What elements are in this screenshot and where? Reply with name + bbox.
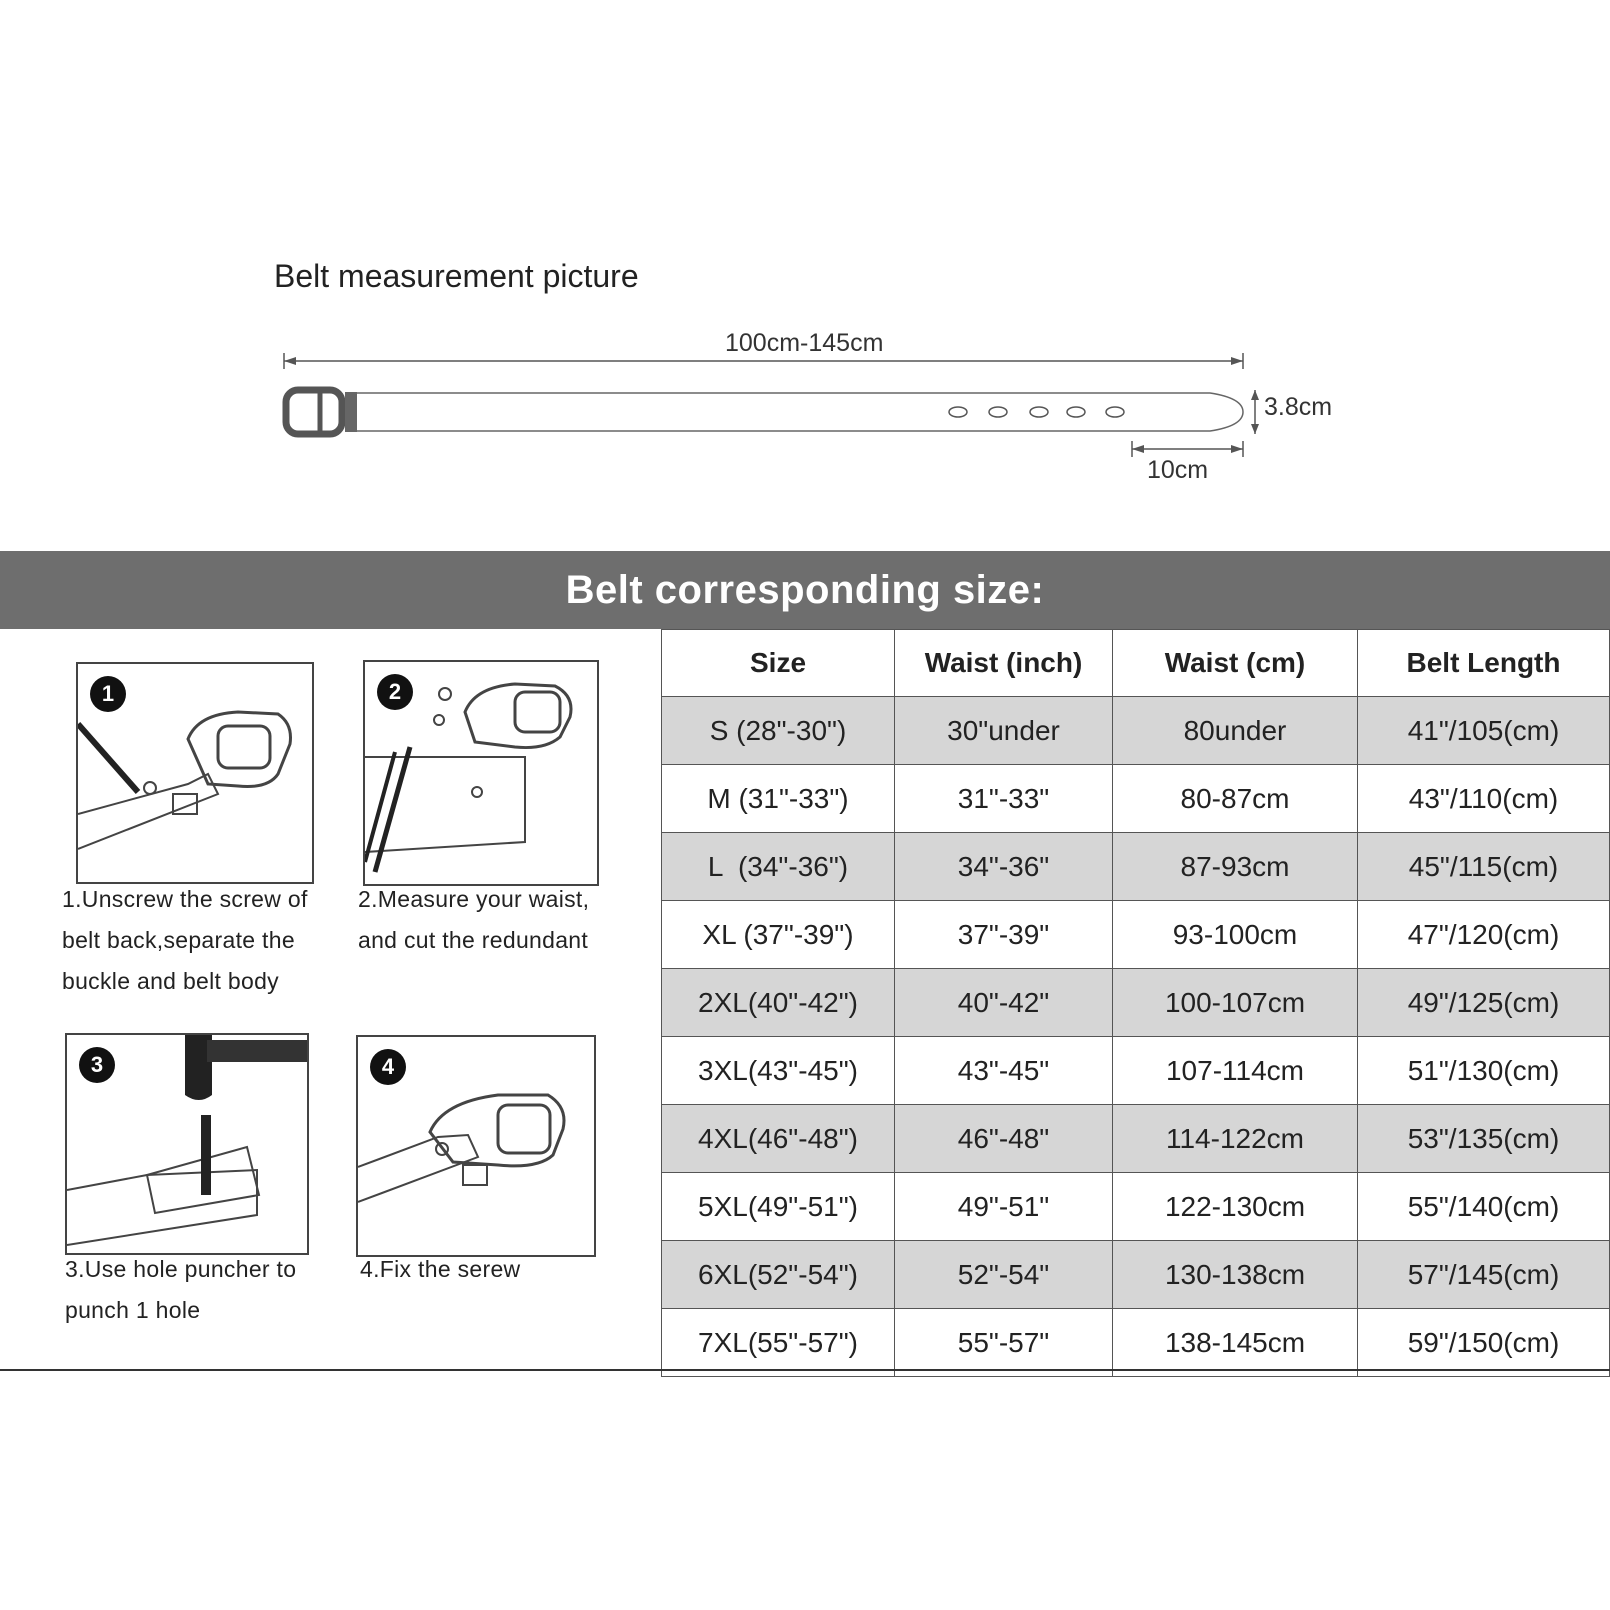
step-3-illustration <box>65 1033 309 1255</box>
cell-waist-cm: 80-87cm <box>1113 765 1358 833</box>
table-header-row <box>662 630 1610 697</box>
cell-waist-inch: 37"-39" <box>895 901 1113 969</box>
cell-belt-length: 53"/135(cm) <box>1358 1105 1610 1173</box>
cell-size: 4XL(46"-48") <box>662 1105 895 1173</box>
cell-size: L (34"-36") <box>662 833 895 901</box>
cell-belt-length: 49"/125(cm) <box>1358 969 1610 1037</box>
cell-size: 5XL(49"-51") <box>662 1173 895 1241</box>
cell-waist-inch: 31"-33" <box>895 765 1113 833</box>
step-1-text: 1.Unscrew the screw of belt back,separate the buckle and belt body <box>62 886 308 994</box>
size-table <box>661 629 1610 1377</box>
table-row <box>662 765 1610 833</box>
step-4-number: 4 <box>370 1049 406 1085</box>
section-bottom-divider <box>0 1369 1610 1371</box>
step-4-text: 4.Fix the serew <box>360 1256 521 1282</box>
cell-size: XL (37"-39") <box>662 901 895 969</box>
cell-belt-length: 59"/150(cm) <box>1358 1309 1610 1377</box>
cell-waist-cm: 107-114cm <box>1113 1037 1358 1105</box>
tip-label: 10cm <box>1147 456 1209 484</box>
cell-size: 3XL(43"-45") <box>662 1037 895 1105</box>
table-row <box>662 1173 1610 1241</box>
step-1-number: 1 <box>90 676 126 712</box>
table-row <box>662 901 1610 969</box>
cell-size: S (28"-30") <box>662 697 895 765</box>
cell-belt-length: 47"/120(cm) <box>1358 901 1610 969</box>
cell-waist-cm: 87-93cm <box>1113 833 1358 901</box>
size-section-title: Belt corresponding size: <box>0 551 1610 629</box>
cell-waist-inch: 49"-51" <box>895 1173 1113 1241</box>
cell-belt-length: 55"/140(cm) <box>1358 1173 1610 1241</box>
header-size: Size <box>662 630 895 697</box>
cell-size: 7XL(55"-57") <box>662 1309 895 1377</box>
header-waist-inch: Waist (inch) <box>895 630 1113 697</box>
header-waist-cm: Waist (cm) <box>1113 630 1358 697</box>
cell-waist-inch: 34"-36" <box>895 833 1113 901</box>
step-4-illustration <box>356 1035 596 1257</box>
cell-waist-inch: 43"-45" <box>895 1037 1113 1105</box>
cell-waist-cm: 93-100cm <box>1113 901 1358 969</box>
step-2-number: 2 <box>377 674 413 710</box>
table-row <box>662 697 1610 765</box>
table-row <box>662 1105 1610 1173</box>
cell-waist-cm: 122-130cm <box>1113 1173 1358 1241</box>
cell-waist-inch: 55"-57" <box>895 1309 1113 1377</box>
header-belt-length: Belt Length <box>1358 630 1610 697</box>
cell-size: M (31"-33") <box>662 765 895 833</box>
cell-belt-length: 43"/110(cm) <box>1358 765 1610 833</box>
step-3-text: 3.Use hole puncher to punch 1 hole <box>65 1256 297 1323</box>
cell-waist-cm: 138-145cm <box>1113 1309 1358 1377</box>
cell-belt-length: 41"/105(cm) <box>1358 697 1610 765</box>
cell-waist-cm: 130-138cm <box>1113 1241 1358 1309</box>
measurement-title: Belt measurement picture <box>274 258 639 294</box>
table-row <box>662 1309 1610 1377</box>
step-2-text: 2.Measure your waist, and cut the redundant <box>358 886 590 953</box>
step-1-illustration <box>76 662 314 884</box>
installation-steps <box>0 629 660 1369</box>
length-label: 100cm-145cm <box>725 329 884 357</box>
table-row <box>662 1241 1610 1309</box>
table-row <box>662 833 1610 901</box>
cell-waist-inch: 46"-48" <box>895 1105 1113 1173</box>
width-label: 3.8cm <box>1264 393 1333 421</box>
cell-waist-cm: 80under <box>1113 697 1358 765</box>
table-row <box>662 1037 1610 1105</box>
step-2-illustration <box>363 660 599 886</box>
cell-belt-length: 51"/130(cm) <box>1358 1037 1610 1105</box>
cell-waist-inch: 30"under <box>895 697 1113 765</box>
cell-waist-inch: 40"-42" <box>895 969 1113 1037</box>
cell-belt-length: 57"/145(cm) <box>1358 1241 1610 1309</box>
cell-size: 2XL(40"-42") <box>662 969 895 1037</box>
cell-belt-length: 45"/115(cm) <box>1358 833 1610 901</box>
step-3-number: 3 <box>79 1047 115 1083</box>
cell-size: 6XL(52"-54") <box>662 1241 895 1309</box>
cell-waist-inch: 52"-54" <box>895 1241 1113 1309</box>
table-row <box>662 969 1610 1037</box>
cell-waist-cm: 114-122cm <box>1113 1105 1358 1173</box>
cell-waist-cm: 100-107cm <box>1113 969 1358 1037</box>
